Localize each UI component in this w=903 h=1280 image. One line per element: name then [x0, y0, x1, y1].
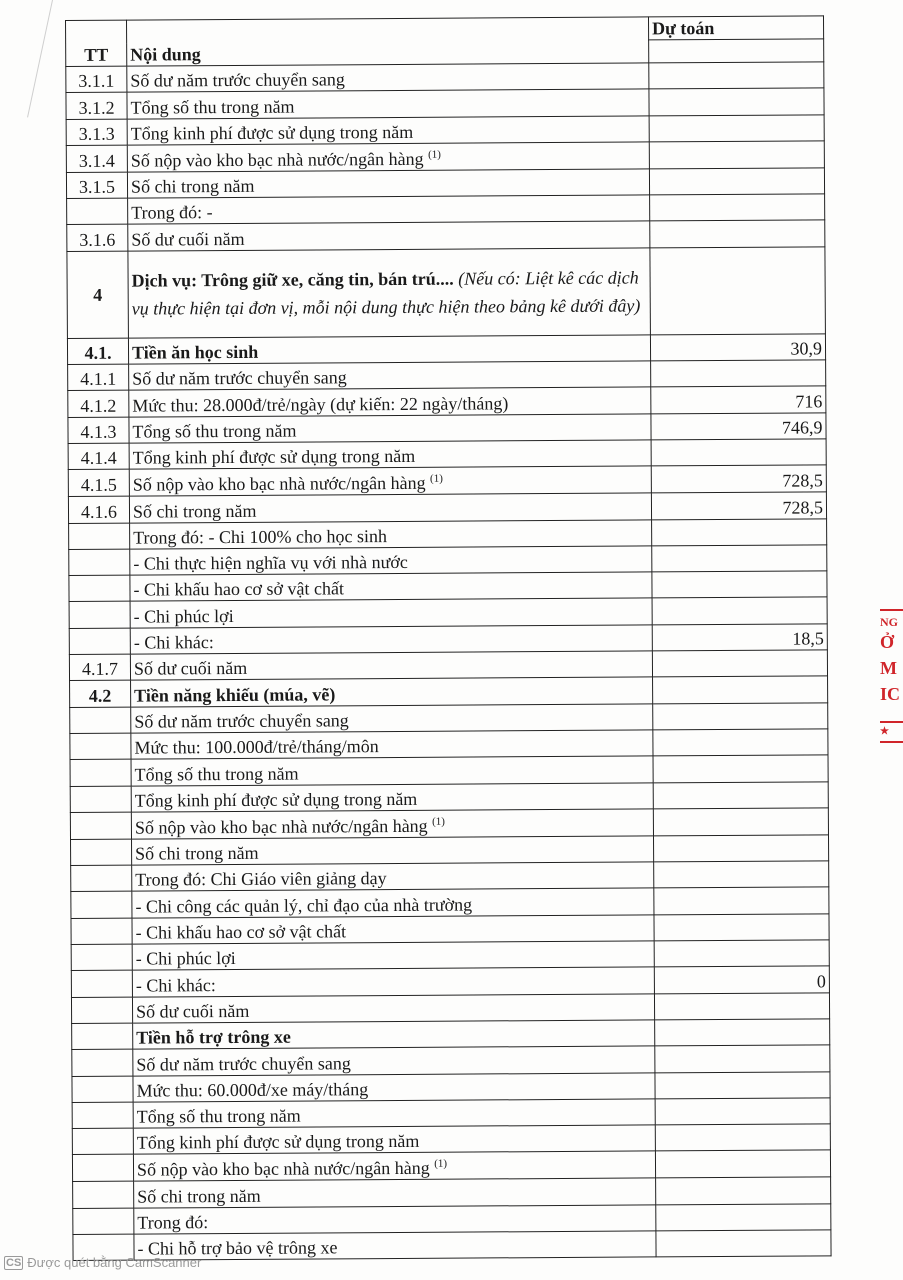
- row-label: Trong đó: - Chi 100% cho học sinh: [133, 525, 388, 548]
- row-number: 3.1.6: [67, 225, 128, 252]
- row-label: Tiền hỗ trợ trông xe: [136, 1026, 291, 1048]
- row-estimate-value: [654, 914, 829, 941]
- row-number: 4.1.7: [69, 654, 130, 681]
- row-label: Mức thu: 100.000đ/trẻ/tháng/môn: [134, 736, 379, 758]
- row-number: [71, 944, 132, 971]
- row-content: [133, 1151, 655, 1181]
- row-label: Mức thu: 28.000đ/trẻ/ngày (dự kiến: 22 ngày/tháng): [132, 392, 509, 416]
- row-estimate-value: [653, 835, 828, 862]
- row-estimate-value: [653, 781, 828, 808]
- row-estimate-value: 30,9: [650, 334, 825, 361]
- row-number: 4.1.1: [68, 364, 129, 391]
- row-label: - Chi công các quản lý, chỉ đạo của nhà trường: [135, 894, 473, 917]
- row-content: [131, 677, 653, 706]
- row-label: Số dư cuối năm: [135, 1000, 250, 1022]
- row-label: Số dư năm trước chuyển sang: [132, 367, 347, 389]
- row-content: [130, 546, 652, 575]
- row-estimate-value: 728,5: [651, 492, 826, 519]
- row-number: 4.2: [70, 680, 131, 707]
- row-label: Số chi trong năm: [137, 1185, 261, 1207]
- row-number: [71, 970, 132, 997]
- row-estimate-value: [654, 992, 829, 1019]
- row-number: [71, 865, 132, 892]
- row-label: - Chi khấu hao cơ sở vật chất: [135, 921, 347, 943]
- row-number: [71, 918, 132, 945]
- row-label: Dịch vụ: Trông giữ xe, căng tin, bán trú....: [131, 268, 459, 291]
- row-label: Tổng số thu trong năm: [136, 1105, 301, 1127]
- row-number: [69, 602, 130, 629]
- row-label: Tổng số thu trong năm: [132, 420, 297, 442]
- row-label: - Chi phúc lợi: [135, 948, 236, 969]
- row-estimate-value: [651, 439, 826, 466]
- row-estimate-value: [654, 861, 829, 888]
- row-label: Mức thu: 60.000đ/xe máy/tháng: [136, 1078, 369, 1101]
- row-content: [129, 493, 651, 522]
- row-estimate-value: [652, 571, 827, 598]
- row-estimate-value: [651, 360, 826, 387]
- row-content: [129, 387, 651, 416]
- row-number: [69, 523, 130, 550]
- row-estimate-value: [652, 597, 827, 624]
- row-content: [129, 414, 651, 443]
- row-label: Trong đó: Chi Giáo viên giảng dạy: [135, 868, 387, 891]
- stamp-text: IC: [880, 684, 901, 704]
- row-estimate-value: [652, 518, 827, 545]
- header-content: Nội dung: [127, 17, 649, 66]
- row-content: [133, 1020, 655, 1049]
- row-estimate-value: 728,5: [651, 465, 826, 493]
- row-number: [72, 1023, 133, 1050]
- row-content: [128, 221, 650, 250]
- table-body: [66, 62, 831, 1261]
- row-content: [134, 1178, 656, 1207]
- row-content: [132, 941, 654, 970]
- row-content: [134, 1205, 656, 1234]
- row-estimate-value: [656, 1204, 831, 1231]
- row-number: 4.1.: [67, 338, 128, 365]
- table-row: [67, 247, 826, 339]
- row-number: [72, 1128, 133, 1155]
- row-label: Tổng kinh phí được sử dụng trong năm: [132, 446, 416, 468]
- row-content: [132, 967, 654, 996]
- row-content: [130, 572, 652, 601]
- row-number: 4.1.3: [68, 417, 129, 444]
- row-estimate-value: [649, 62, 824, 89]
- header-tt: TT: [66, 20, 127, 66]
- row-label: - Chi thực hiện nghĩa vụ với nhà nước: [133, 552, 408, 574]
- row-content: [127, 89, 649, 118]
- row-number: 4.1.5: [68, 469, 129, 496]
- row-number: [69, 575, 130, 602]
- row-label: Số nộp vào kho bạc nhà nước/ngân hàng: [130, 148, 429, 171]
- row-label: Tổng kinh phí được sử dụng trong năm: [134, 788, 418, 811]
- row-estimate-value: [654, 887, 829, 914]
- row-label: Trong đó: -: [131, 202, 213, 224]
- row-content: [127, 142, 649, 172]
- row-note: (Nếu có: Liệt kê các dịch vụ thực hiện tại đơn vị, mỗi nội dung thực hiện theo bảng kê dưới đây): [131, 267, 641, 319]
- row-number: 4.1.6: [68, 496, 129, 523]
- row-label: - Chi khác:: [133, 632, 214, 653]
- row-content: [134, 1231, 656, 1260]
- row-content: [128, 195, 650, 224]
- row-content: [127, 63, 649, 92]
- row-content: [133, 1125, 655, 1154]
- row-estimate-value: [649, 141, 824, 169]
- row-estimate-value: [650, 220, 825, 247]
- row-number: 4: [67, 251, 129, 338]
- row-content: [131, 730, 653, 759]
- row-number: 3.1.5: [66, 172, 127, 199]
- footnote-marker: (1): [432, 815, 445, 828]
- row-content: [131, 756, 653, 785]
- row-content: [132, 994, 654, 1023]
- row-number: [72, 1076, 133, 1103]
- row-number: [70, 733, 131, 760]
- row-estimate-value: [653, 755, 828, 782]
- row-content: [129, 466, 651, 496]
- row-estimate-value: 0: [654, 966, 829, 993]
- camscanner-logo-icon: CS: [6, 1256, 22, 1269]
- row-label: - Chi khác:: [135, 974, 216, 996]
- row-number: 4.1.4: [68, 443, 129, 470]
- row-estimate-value: [649, 88, 824, 115]
- row-label: - Chi phúc lợi: [133, 605, 234, 627]
- row-label: Tổng kinh phí được sử dụng trong năm: [130, 121, 414, 144]
- row-content: [127, 116, 649, 145]
- row-content: [132, 836, 654, 865]
- footnote-marker: (1): [429, 472, 443, 486]
- row-estimate-value: [656, 1177, 831, 1204]
- row-label: Tiền ăn học sinh: [131, 341, 259, 363]
- row-estimate-value: [655, 1150, 830, 1178]
- row-label: Số nộp vào kho bạc nhà nước/ngân hàng: [134, 815, 433, 838]
- row-label: Số chi trong năm: [135, 842, 259, 864]
- row-estimate-value: [652, 545, 827, 572]
- row-content: [131, 704, 653, 733]
- row-estimate-value: [653, 729, 828, 756]
- row-label: - Chi khấu hao cơ sở vật chất: [133, 578, 345, 601]
- row-estimate-value: [650, 247, 826, 335]
- row-number: [73, 1181, 134, 1208]
- row-number: [71, 839, 132, 866]
- row-estimate-value: [649, 114, 824, 141]
- row-content: [133, 1072, 655, 1101]
- row-label: Tổng số thu trong năm: [134, 763, 299, 785]
- row-content: [132, 888, 654, 917]
- row-number: [70, 786, 131, 813]
- row-label: Số dư cuối năm: [131, 228, 245, 250]
- row-estimate-value: [652, 650, 827, 677]
- row-content: [132, 862, 654, 891]
- row-label: Tổng kinh phí được sử dụng trong năm: [136, 1131, 420, 1153]
- row-number: 3.1.3: [66, 119, 127, 146]
- row-label: Số dư năm trước chuyển sang: [130, 69, 345, 91]
- row-content: [130, 598, 652, 627]
- row-content: [129, 361, 651, 390]
- stamp-text: Ở: [880, 632, 895, 652]
- header-estimate-blank: [649, 39, 824, 63]
- row-estimate-value: 716: [651, 386, 826, 413]
- footnote-marker: (1): [428, 148, 441, 161]
- stamp-star-icon: ★: [880, 726, 889, 737]
- stamp-text: NG: [880, 615, 898, 629]
- row-number: 3.1.2: [66, 92, 127, 119]
- row-number: [70, 759, 131, 786]
- row-estimate-value: [656, 1230, 831, 1257]
- row-label: Số nộp vào kho bạc nhà nước/ngân hàng: [132, 473, 431, 495]
- scanner-watermark: [4, 1255, 201, 1270]
- row-number: [70, 707, 131, 734]
- row-label: Trong đó:: [137, 1212, 209, 1233]
- row-content: [129, 440, 651, 469]
- row-label: Số dư cuối năm: [133, 658, 248, 679]
- row-content: [128, 248, 651, 338]
- row-number: [71, 892, 132, 919]
- row-estimate-value: [649, 168, 824, 195]
- row-estimate-value: [655, 1019, 830, 1046]
- row-number: [71, 997, 132, 1024]
- stamp-text: M: [880, 658, 897, 678]
- row-content: [130, 519, 652, 548]
- row-label: Số chi trong năm: [132, 500, 257, 522]
- row-estimate-value: [650, 194, 825, 221]
- red-stamp-fragment: [880, 605, 903, 785]
- watermark-text: Được quét bằng CamScanner: [27, 1255, 202, 1270]
- footnote-marker: (1): [434, 1158, 448, 1171]
- row-estimate-value: [654, 940, 829, 967]
- row-content: [130, 651, 652, 680]
- row-content: [128, 335, 650, 364]
- row-estimate-value: [653, 702, 828, 729]
- row-number: 3.1.1: [66, 66, 127, 93]
- row-content: [133, 1099, 655, 1128]
- header-estimate: Dự toán: [648, 16, 823, 40]
- row-content: [127, 169, 649, 198]
- paper-edge: [27, 0, 53, 117]
- row-number: [67, 198, 128, 225]
- row-content: [131, 782, 653, 811]
- row-number: 4.1.2: [68, 390, 129, 417]
- row-estimate-value: [653, 808, 828, 836]
- row-estimate-value: 18,5: [652, 624, 827, 651]
- row-content: [133, 1046, 655, 1075]
- row-label: Số dư năm trước chuyển sang: [136, 1052, 351, 1075]
- row-number: [73, 1208, 134, 1235]
- row-content: [130, 625, 652, 654]
- row-estimate-value: [655, 1071, 830, 1098]
- row-label: Số nộp vào kho bạc nhà nước/ngân hàng: [136, 1158, 435, 1180]
- row-number: [69, 549, 130, 576]
- row-estimate-value: [653, 676, 828, 703]
- row-label: Tiền năng khiếu (múa, vẽ): [134, 684, 336, 706]
- row-estimate-value: [655, 1045, 830, 1072]
- row-estimate-value: [655, 1098, 830, 1125]
- row-number: [72, 1154, 133, 1181]
- row-estimate-value: [655, 1124, 830, 1151]
- row-content: [131, 809, 653, 839]
- row-label: Tổng số thu trong năm: [130, 96, 295, 118]
- row-estimate-value: 746,9: [651, 413, 826, 440]
- row-number: [72, 1102, 133, 1129]
- row-label: Số dư năm trước chuyển sang: [134, 710, 349, 732]
- row-number: 3.1.4: [66, 145, 127, 172]
- row-number: [70, 812, 131, 839]
- budget-table: [65, 15, 832, 1261]
- row-number: [72, 1049, 133, 1076]
- row-label: - Chi hỗ trợ bảo vệ trông xe: [137, 1237, 338, 1259]
- row-content: [132, 915, 654, 944]
- row-label: Số chi trong năm: [130, 176, 255, 197]
- row-number: [69, 628, 130, 655]
